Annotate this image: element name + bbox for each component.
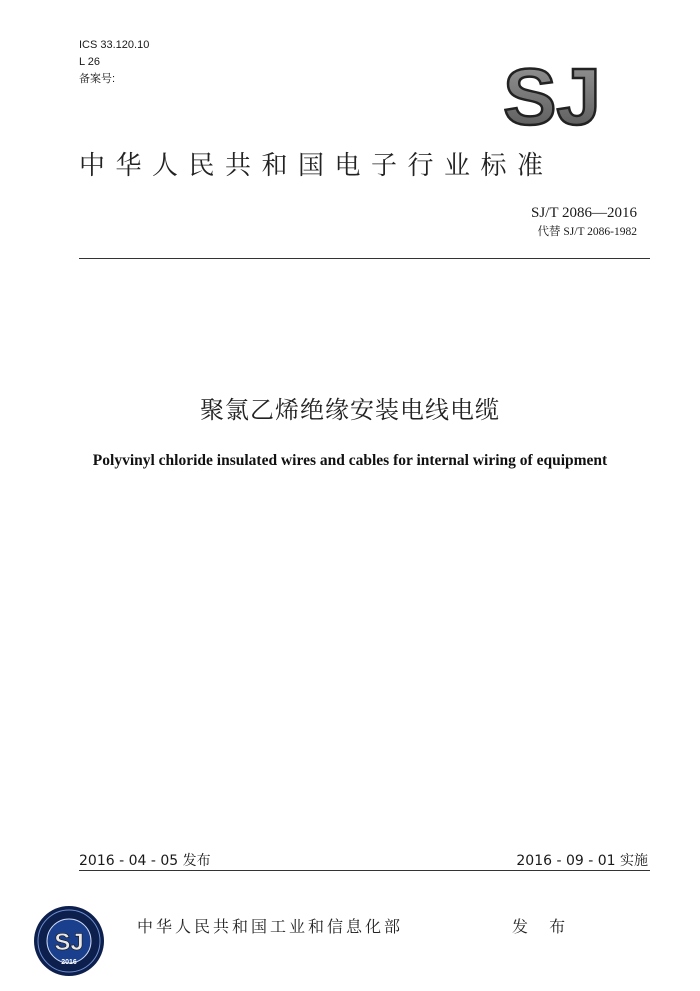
standard-code: SJ/T 2086—2016 bbox=[531, 205, 637, 221]
top-divider bbox=[79, 258, 650, 259]
issue-date: 2016 - 04 - 05 发布 bbox=[79, 853, 211, 869]
header-metadata bbox=[79, 37, 149, 88]
document-title-cn: 聚氯乙烯绝缘安装电线电缆 bbox=[200, 396, 500, 424]
standard-code-block bbox=[531, 203, 637, 241]
standards-seal-icon bbox=[33, 905, 105, 977]
filing-number-label: 备案号: bbox=[79, 73, 116, 85]
issuing-authority: 中华人民共和国工业和信息化部 bbox=[137, 917, 404, 936]
seal-year: 2016 bbox=[61, 959, 77, 966]
bottom-divider bbox=[79, 870, 650, 871]
replaces-standard: 代替 SJ/T 2086-1982 bbox=[537, 226, 637, 238]
logo-text: SJ bbox=[503, 60, 601, 130]
document-title-en: Polyvinyl chloride insulated wires and cables for internal wiring of equipment bbox=[92, 452, 608, 469]
seal-text: SJ bbox=[54, 929, 84, 956]
standard-category-title: 中华人民共和国电子行业标准 bbox=[79, 151, 554, 181]
publish-label: 发 布 bbox=[512, 917, 574, 936]
implementation-date: 2016 - 09 - 01 实施 bbox=[516, 853, 648, 869]
ics-code: ICS 33.120.10 bbox=[79, 39, 150, 51]
ccs-code: L 26 bbox=[79, 56, 101, 68]
sj-logo-icon bbox=[497, 60, 607, 130]
